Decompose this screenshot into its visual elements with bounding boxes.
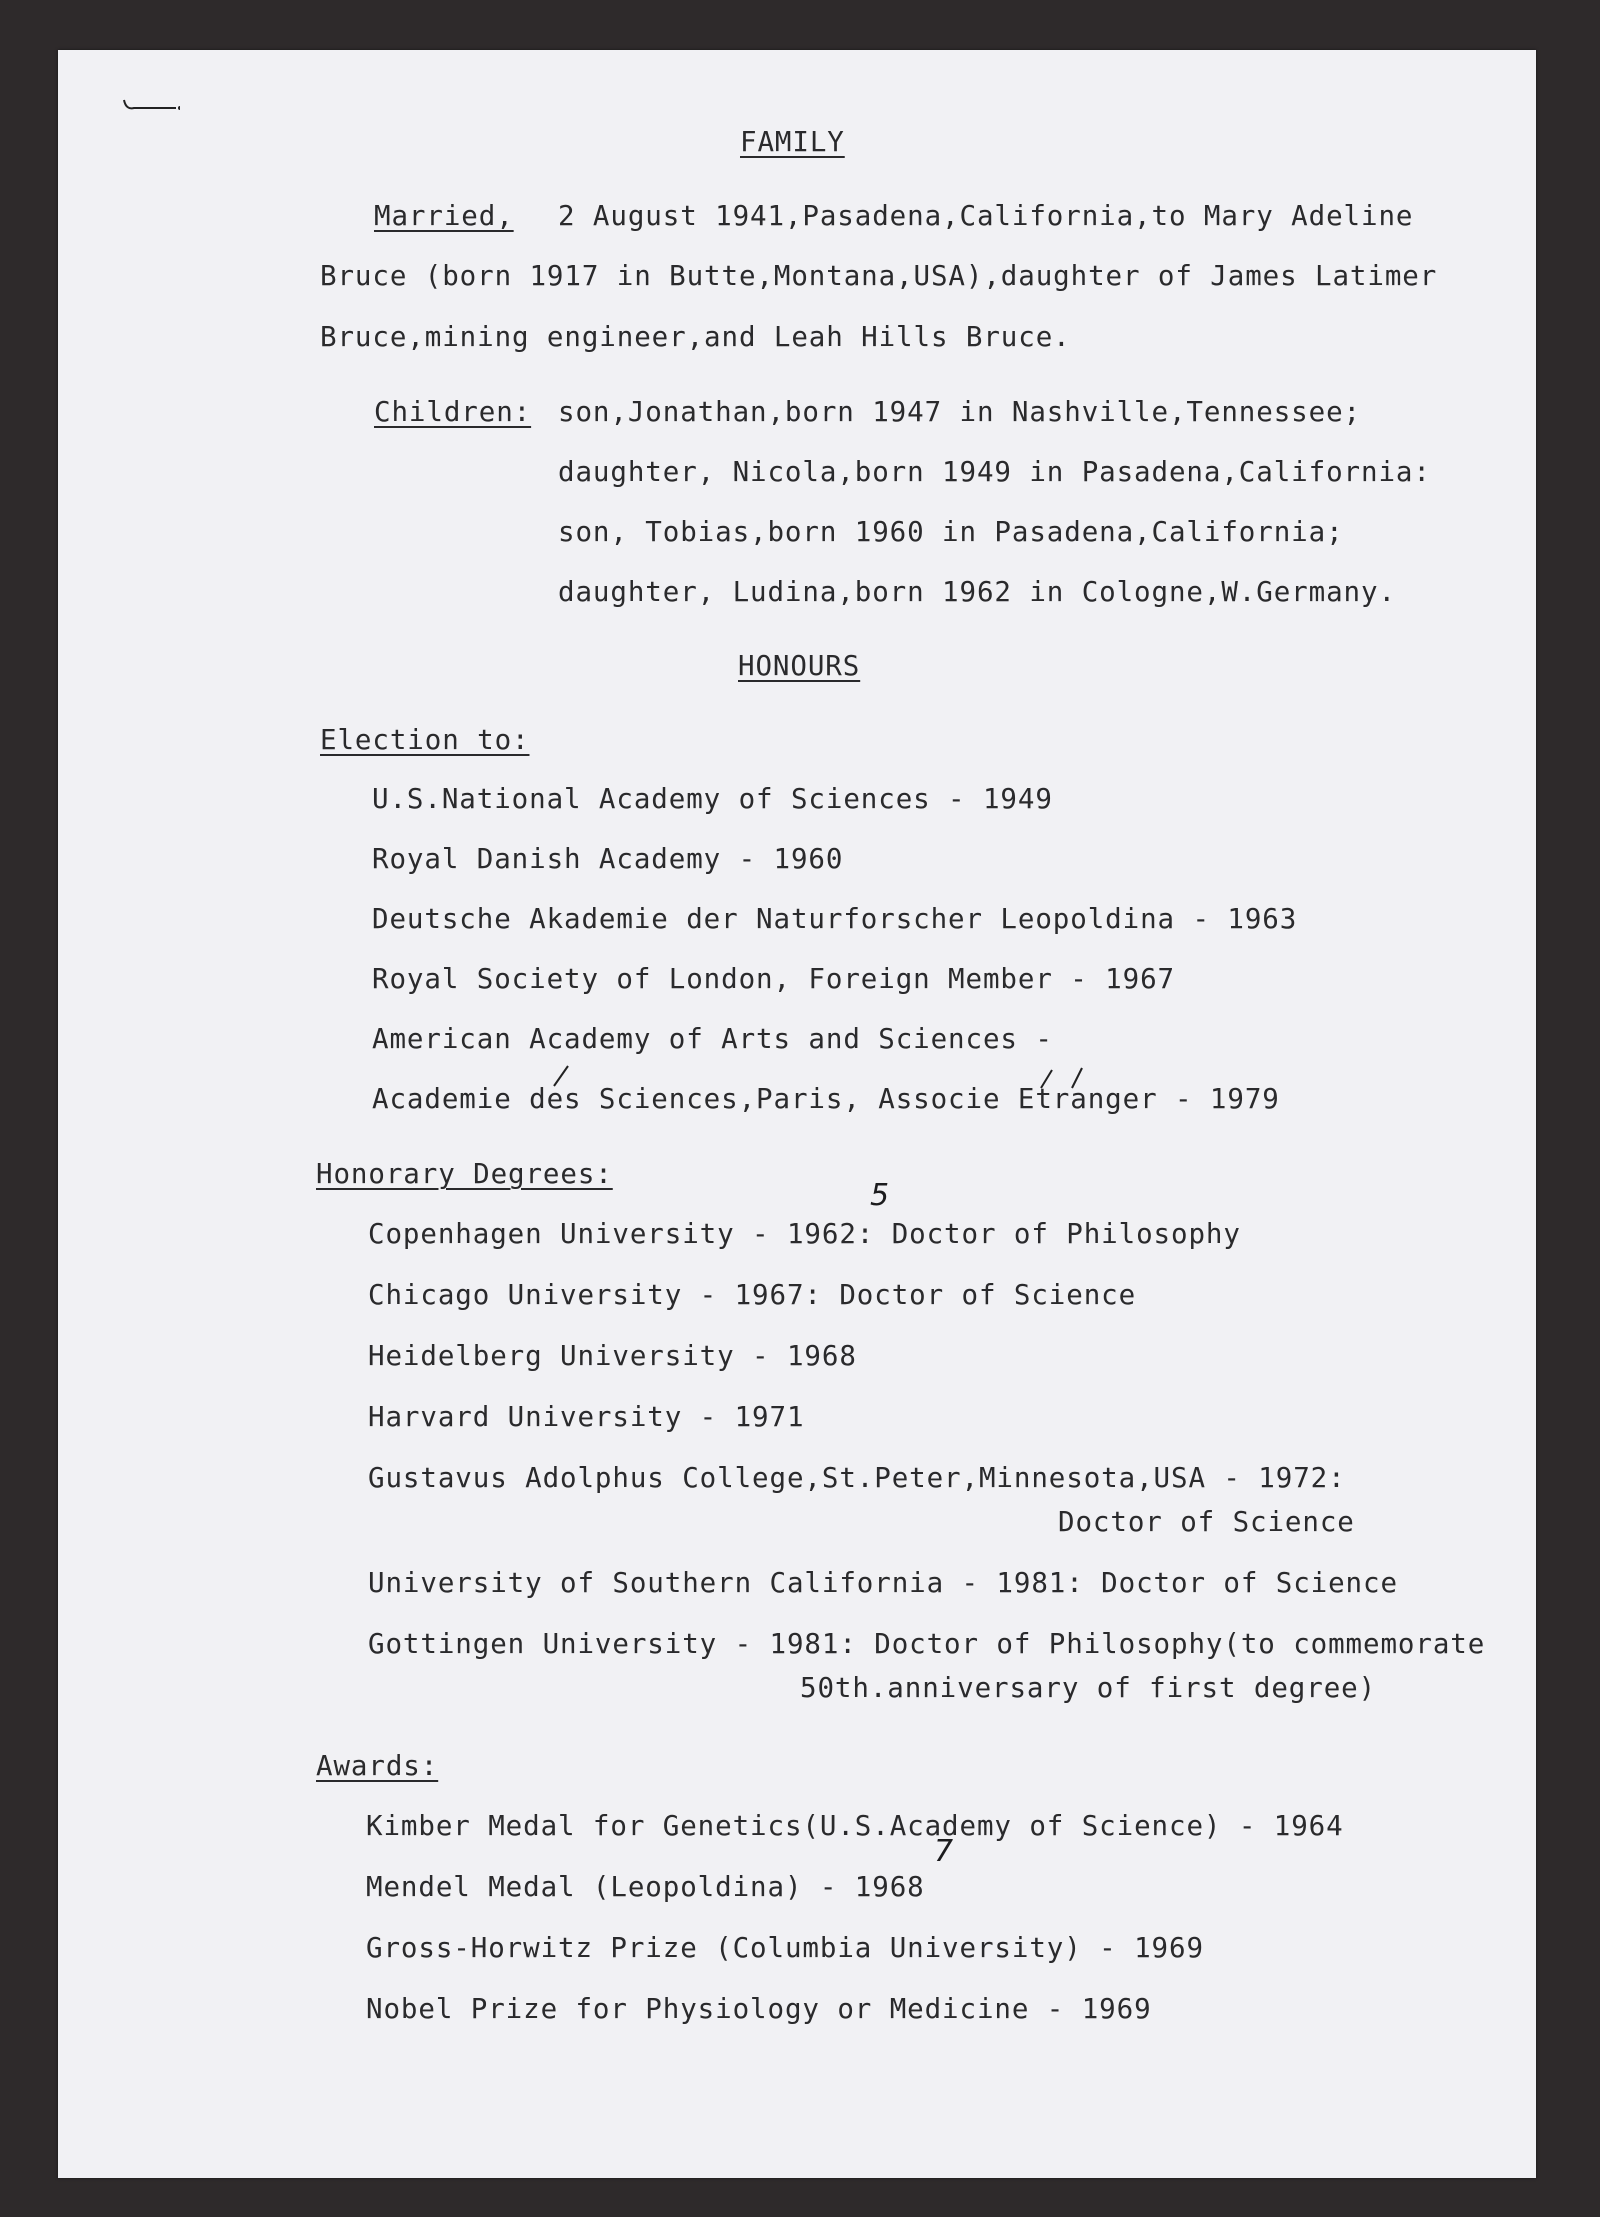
child-item: son,Jonathan,born 1947 in Nashville,Tennessee; bbox=[558, 396, 1361, 428]
degree-item: Copenhagen University - 1962: Doctor of Philosophy bbox=[368, 1218, 1241, 1250]
family-heading: FAMILY bbox=[740, 126, 845, 158]
corner-mark bbox=[120, 96, 180, 116]
election-item: Royal Society of London, Foreign Member - 1967 bbox=[372, 963, 1175, 995]
degree-item: Harvard University - 1971 bbox=[368, 1401, 805, 1433]
election-item: U.S.National Academy of Sciences - 1949 bbox=[372, 783, 1053, 815]
election-item: Academie des Sciences,Paris, Associe Etranger - 1979 bbox=[372, 1083, 1280, 1115]
honours-heading: HONOURS bbox=[738, 650, 861, 682]
degree-item-continuation: Doctor of Science bbox=[1058, 1506, 1355, 1538]
child-item: son, Tobias,born 1960 in Pasadena,California; bbox=[558, 516, 1344, 548]
degree-item: Chicago University - 1967: Doctor of Science bbox=[368, 1279, 1137, 1311]
handwritten-correction-5: 5 bbox=[870, 1178, 890, 1213]
degree-item: Gustavus Adolphus College,St.Peter,Minnesota,USA - 1972: bbox=[368, 1462, 1346, 1494]
degree-item-continuation: 50th.anniversary of first degree) bbox=[800, 1672, 1377, 1704]
award-item: Mendel Medal (Leopoldina) - 1968 bbox=[366, 1871, 925, 1903]
award-item: Gross-Horwitz Prize (Columbia University) - 1969 bbox=[366, 1932, 1204, 1964]
award-item: Kimber Medal for Genetics(U.S.Academy of Science) - 1964 bbox=[366, 1810, 1344, 1842]
degree-item: Heidelberg University - 1968 bbox=[368, 1340, 857, 1372]
handwritten-correction-7: 7 bbox=[934, 1834, 954, 1869]
election-item: Deutsche Akademie der Naturforscher Leopoldina - 1963 bbox=[372, 903, 1298, 935]
election-label: Election to: bbox=[320, 724, 530, 756]
election-item: American Academy of Arts and Sciences - bbox=[372, 1023, 1053, 1055]
document-page bbox=[58, 50, 1536, 2178]
married-line-3: Bruce,mining engineer,and Leah Hills Bruce. bbox=[320, 321, 1071, 353]
degree-item: University of Southern California - 1981: Doctor of Science bbox=[368, 1567, 1398, 1599]
degree-item: Gottingen University - 1981: Doctor of Philosophy(to commemorate bbox=[368, 1628, 1486, 1660]
awards-label: Awards: bbox=[316, 1750, 439, 1782]
married-text: 2 August 1941,Pasadena,California,to Mary Adeline bbox=[558, 200, 1414, 232]
award-item: Nobel Prize for Physiology or Medicine - 1969 bbox=[366, 1993, 1152, 2025]
accent-marks bbox=[358, 1058, 1158, 1098]
child-item: daughter, Nicola,born 1949 in Pasadena,California: bbox=[558, 456, 1431, 488]
married-label: Married, bbox=[374, 200, 514, 232]
degrees-label: Honorary Degrees: bbox=[316, 1158, 613, 1190]
children-label: Children: bbox=[374, 396, 532, 428]
child-item: daughter, Ludina,born 1962 in Cologne,W.Germany. bbox=[558, 576, 1396, 608]
married-line-2: Bruce (born 1917 in Butte,Montana,USA),daughter of James Latimer bbox=[320, 260, 1438, 292]
election-item: Royal Danish Academy - 1960 bbox=[372, 843, 844, 875]
